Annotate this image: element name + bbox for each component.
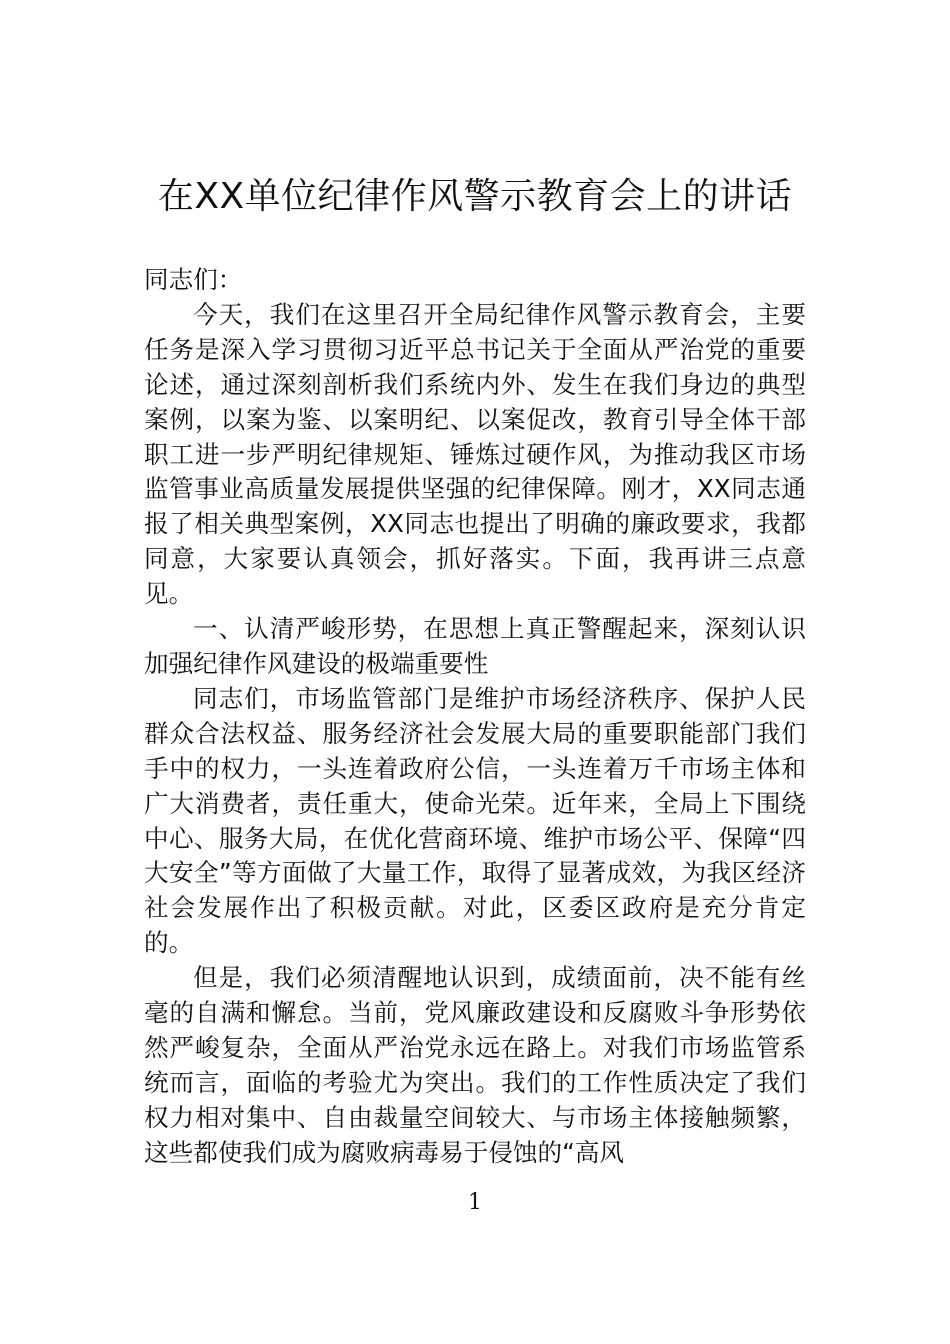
page-number: 1 xyxy=(468,1190,482,1215)
paragraph-intro: 今天，我们在这里召开全局纪律作风警示教育会，主要任务是深入学习贯彻习近平总书记关于全面从严治党的重要论述，通过深刻剖析我们系统内外、发生在我们身边的典型案例，以案为鉴、以案明纪、以案促改，教育引导全体干部职工进一步严明纪律规矩、锤炼过硬作风，为推动我区市场监管事业高质量发展提供坚强的纪律保障。刚才，XX同志通报了相关典型案例，XX同志也提出了明确的廉政要求，我都同意，大家要认真领会，抓好落实。下面，我再讲三点意见。 xyxy=(144,299,806,609)
document-body xyxy=(144,263,806,1171)
paragraph-warning: 但是，我们必须清醒地认识到，成绩面前，决不能有丝毫的自满和懈怠。当前，党风廉政建设和反腐败斗争形势依然严峻复杂，全面从严治党永远在路上。对我们市场监管系统而言，面临的考验尤为突出。我们的工作性质决定了我们权力相对集中、自由裁量空间较大、与市场主体接触频繁，这些都使我们成为腐败病毒易于侵蚀的“高风 xyxy=(144,963,806,1167)
document-title: 在XX单位纪律作风警示教育会上的讲话 xyxy=(157,176,793,217)
salutation: 同志们： xyxy=(144,265,243,294)
paragraph-market-supervision: 同志们，市场监管部门是维护市场经济秩序、保护人民群众合法权益、服务经济社会发展大局的重要职能部门我们手中的权力，一头连着政府公信，一头连着万千市场主体和广大消费者，责任重大，使命光荣。近年来，全局上下围绕中心、服务大局，在优化营商环境、维护市场公平、保障“四大安全”等方面做了大量工作，取得了显著成效，为我区经济社会发展作出了积极贡献。对此，区委区政府是充分肯定的。 xyxy=(144,683,806,958)
section-heading-1: 一、认清严峻形势，在思想上真正警醒起来，深刻认识加强纪律作风建设的极端重要性 xyxy=(144,614,806,678)
